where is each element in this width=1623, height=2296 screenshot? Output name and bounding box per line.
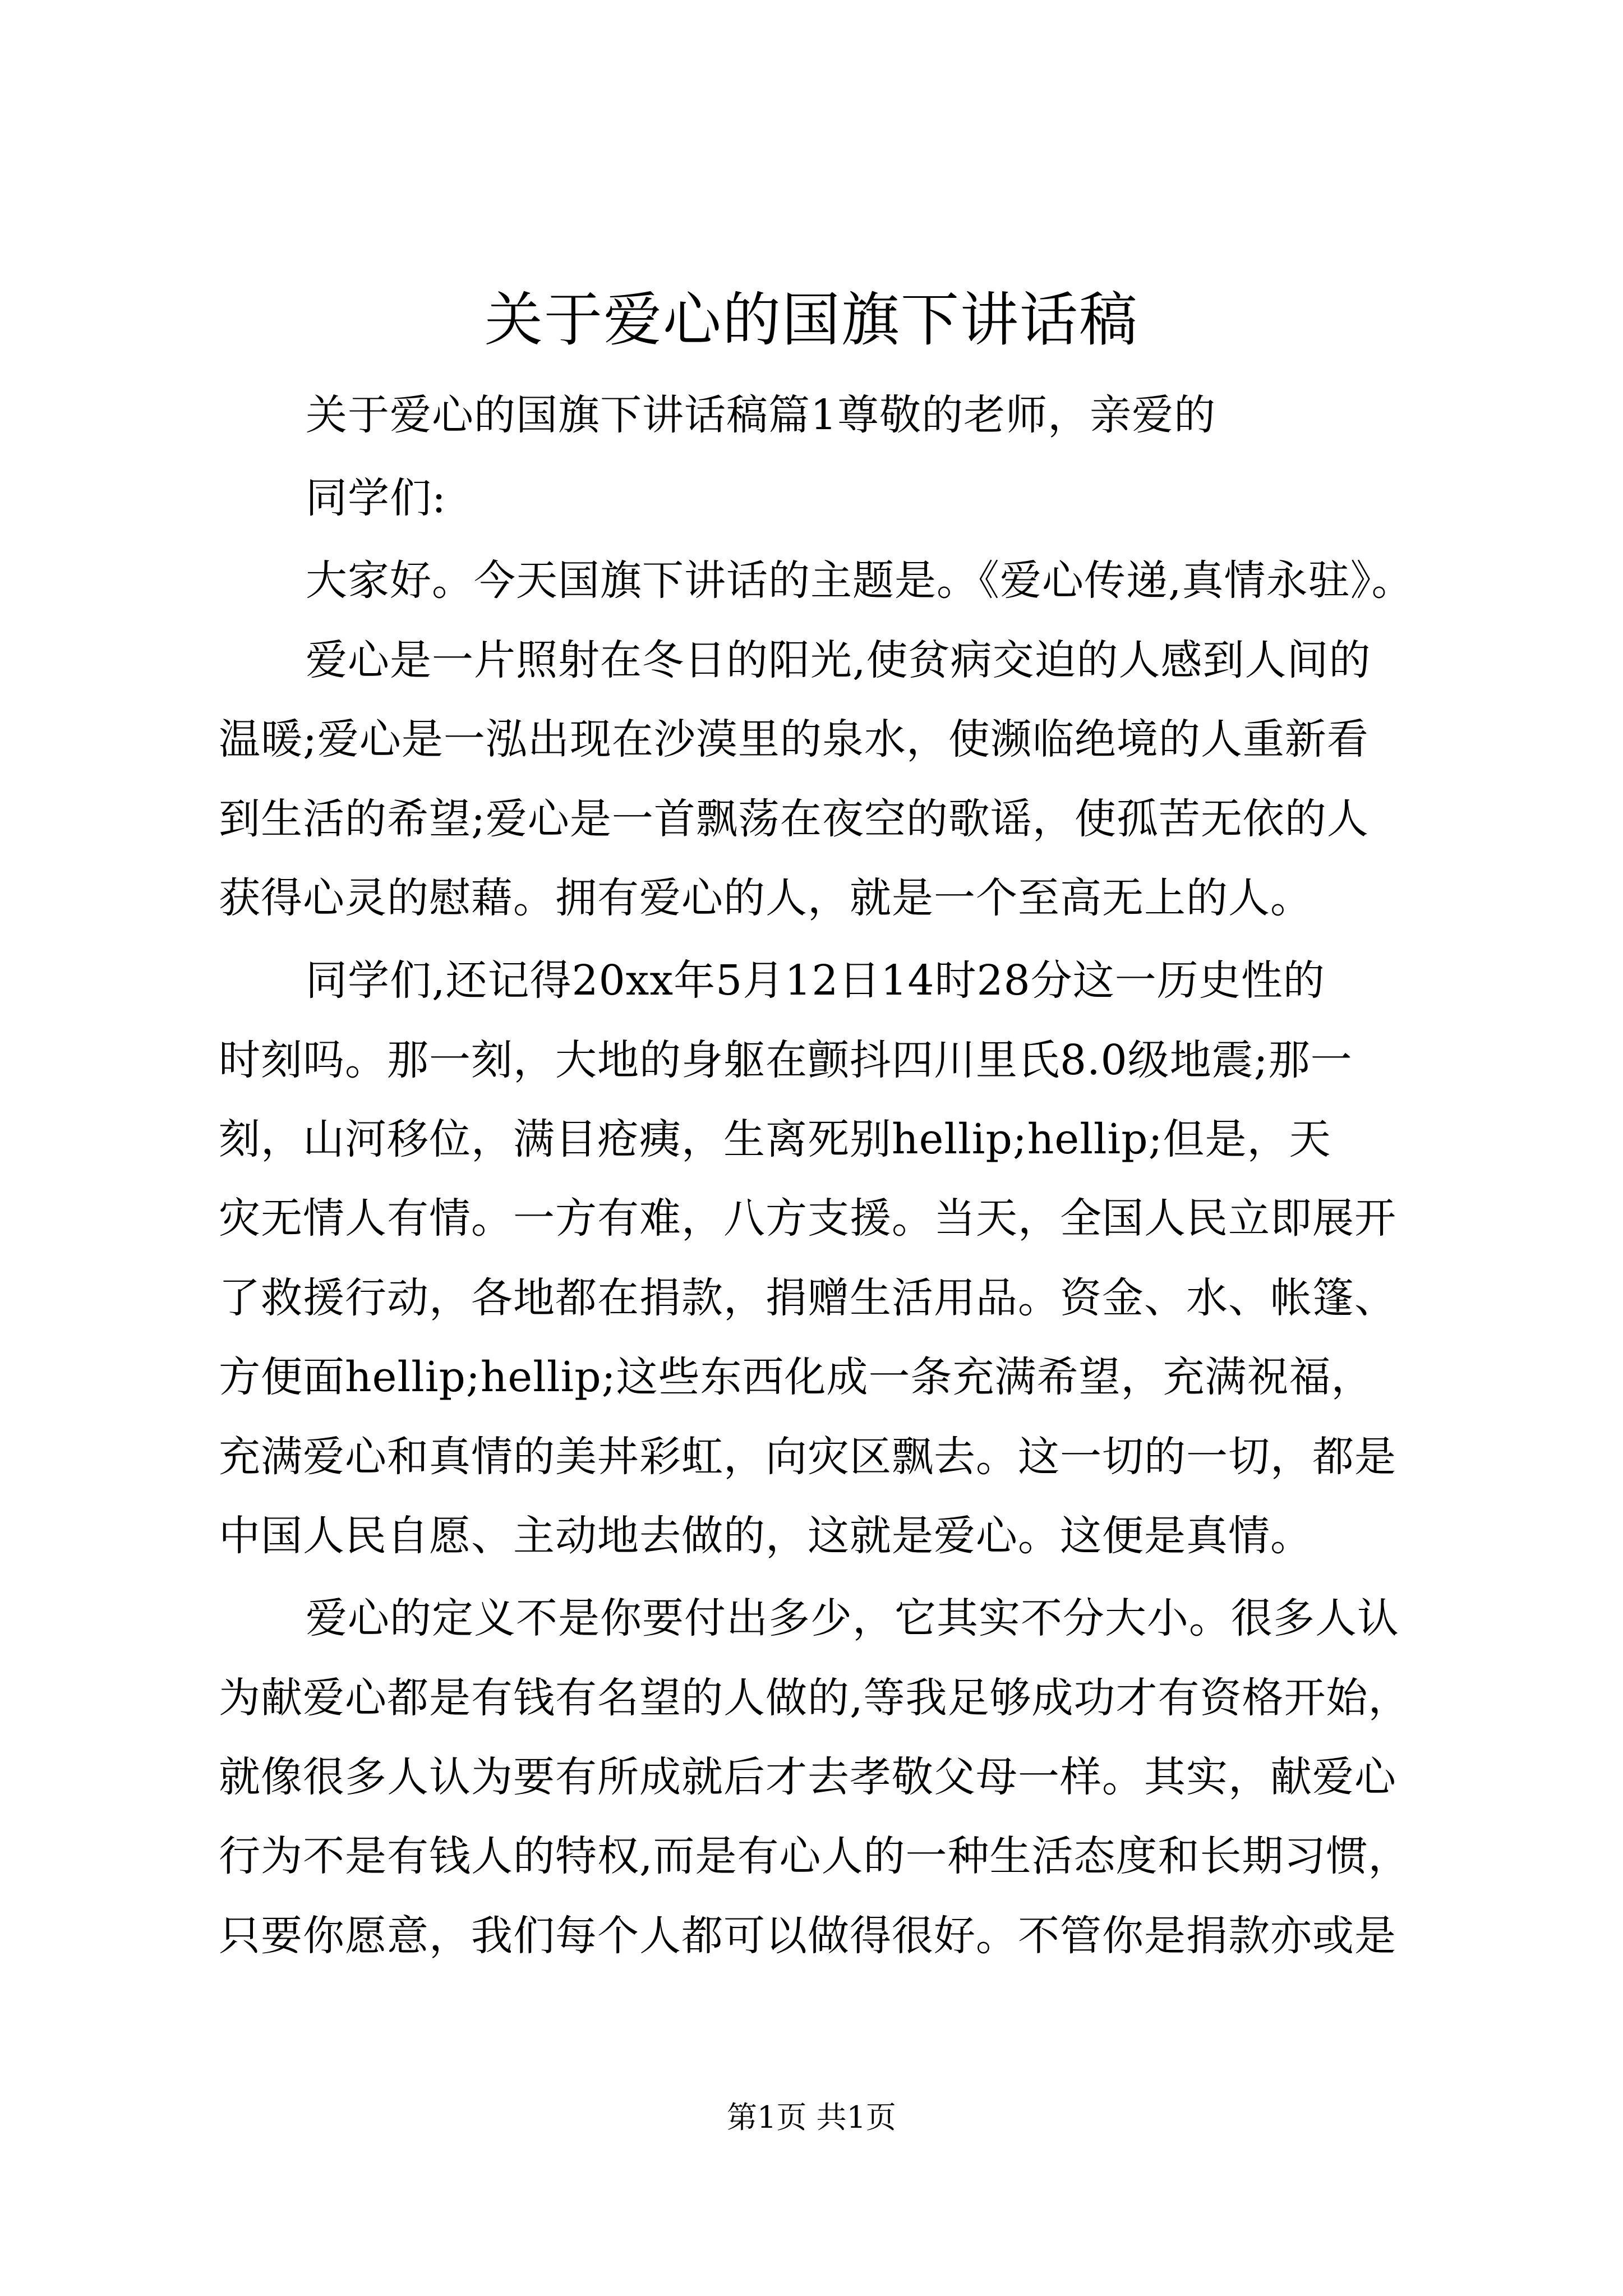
paragraph-line: 行为不是有钱人的特权,而是有心人的一种生活态度和长期习惯， bbox=[219, 1832, 1410, 1880]
paragraph-line: 了救援行动，各地都在捐款，捐赠生活用品。资金、水、帐篷、 bbox=[219, 1274, 1396, 1322]
paragraph-line: 灾无情人有情。一方有难，八方支援。当天，全国人民立即展开 bbox=[219, 1194, 1396, 1243]
paragraph-line: 关于爱心的国旗下讲话稿篇1尊敬的老师，亲爱的 bbox=[306, 391, 1216, 439]
paragraph-line: 大家好。今天国旗下讲话的主题是。《爱心传递,真情永驻》。 bbox=[306, 556, 1414, 605]
paragraph-line: 充满爱心和真情的美丼彩虹，向灾区飘去。这一切的一切，都是 bbox=[219, 1433, 1396, 1481]
paragraph-line: 刻，山河移位，满目疮痍，生离死别hellip;hellip;但是，天 bbox=[219, 1115, 1331, 1163]
document-title: 关于爱心的国旗下讲话稿 bbox=[484, 286, 1138, 354]
paragraph-line: 爱心是一片照射在冬日的阳光,使贫病交迫的人感到人间的 bbox=[306, 636, 1371, 684]
paragraph-line: 就像很多人认为要有所成就后才去孝敬父母一样。其实，献爱心 bbox=[219, 1753, 1396, 1801]
paragraph-line: 到生活的希望;爱心是一首飘荡在夜空的歌谣，使孤苦无依的人 bbox=[219, 795, 1369, 843]
paragraph-line: 爱心的定义不是你要付出多少，它其实不分大小。很多人认 bbox=[306, 1594, 1399, 1642]
paragraph-line: 时刻吗。那一刻，大地的身躯在颤抖四川里氏8.0级地震;那一 bbox=[219, 1036, 1353, 1084]
paragraph-line: 同学们: bbox=[306, 474, 446, 522]
paragraph-line: 同学们,还记得20xx年5月12日14时28分这一历史性的 bbox=[306, 956, 1325, 1005]
page-number-footer: 第1页 共1页 bbox=[727, 2100, 896, 2135]
paragraph-line: 温暖;爱心是一泓出现在沙漠里的泉水，使濒临绝境的人重新看 bbox=[219, 715, 1369, 763]
paragraph-line: 方便面hellip;hellip;这些东西化成一条充满希望，充满祝福， bbox=[219, 1353, 1373, 1401]
paragraph-line: 获得心灵的慰藉。拥有爱心的人，就是一个至高无上的人。 bbox=[219, 874, 1312, 922]
paragraph-line: 只要你愿意，我们每个人都可以做得很好。不管你是捐款亦或是 bbox=[219, 1912, 1396, 1960]
paragraph-line: 为献爱心都是有钱有名望的人做的,等我足够成功才有资格开始， bbox=[219, 1674, 1410, 1722]
paragraph-line: 中国人民自愿、主动地去做的，这就是爱心。这便是真情。 bbox=[219, 1512, 1312, 1560]
